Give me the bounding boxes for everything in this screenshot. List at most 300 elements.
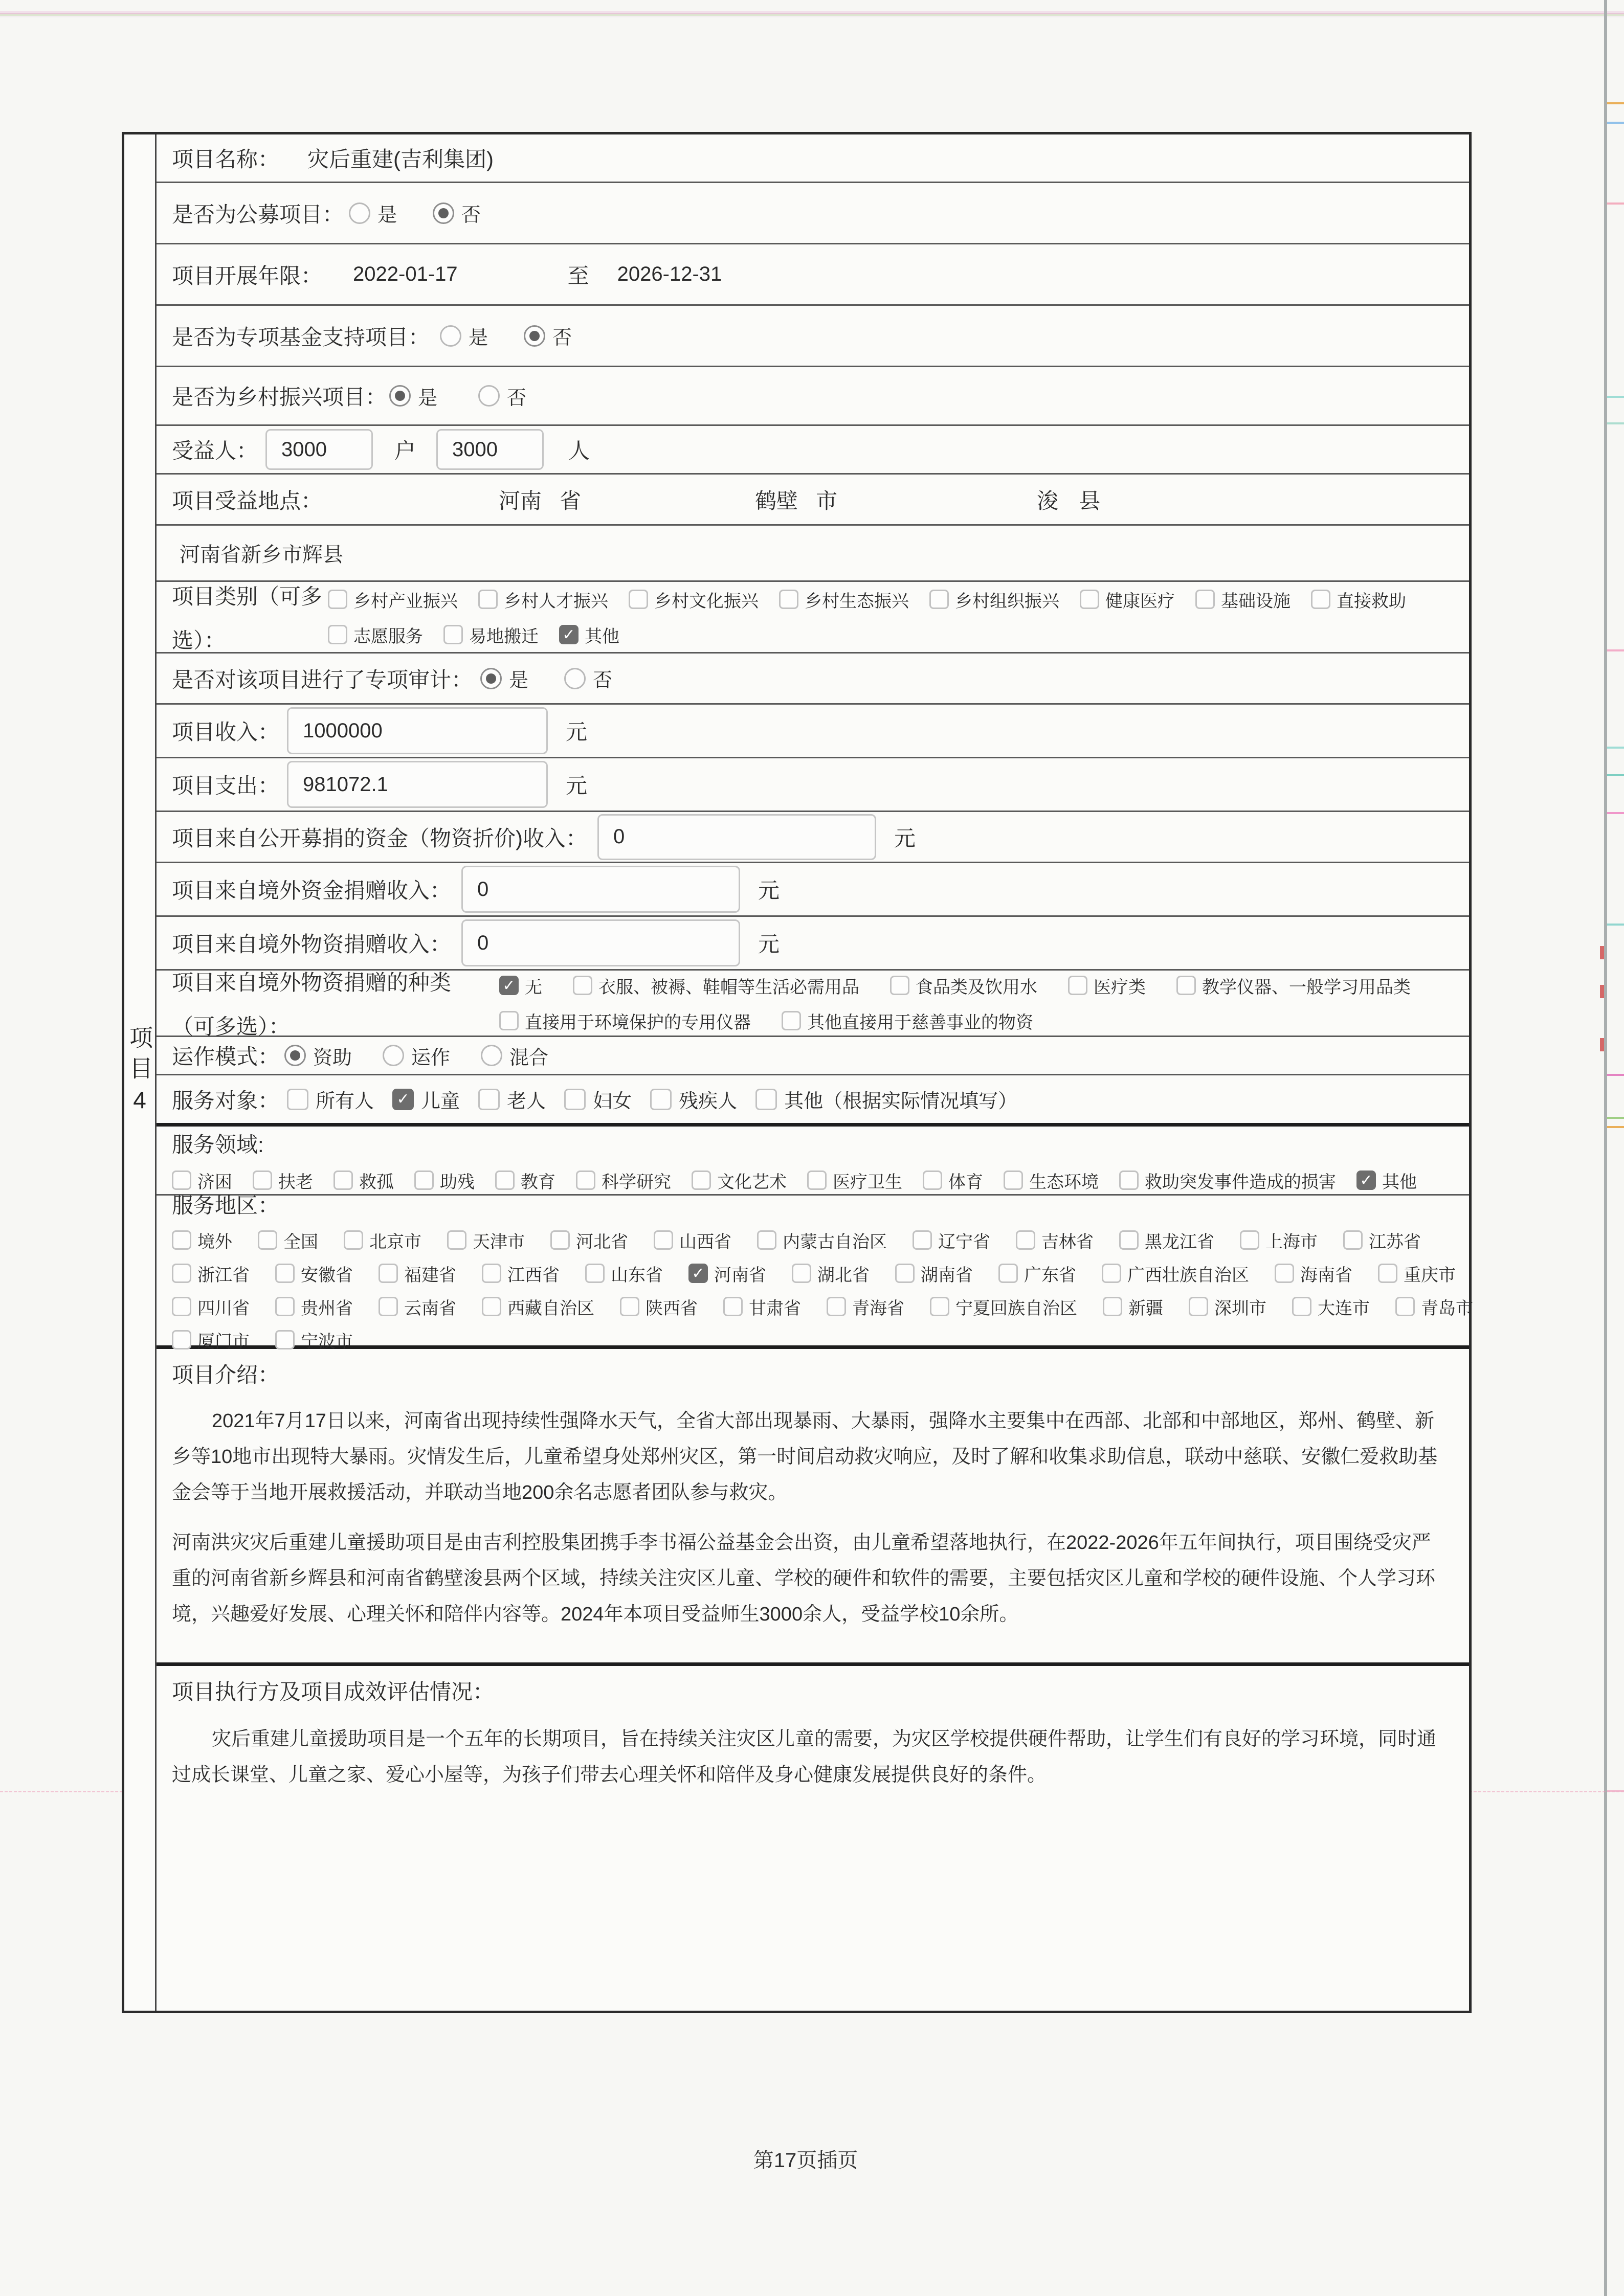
option-label: 山西省 bbox=[679, 1232, 731, 1252]
checkbox-option-宁夏回族自治区[interactable] bbox=[930, 1294, 1077, 1319]
option-label: 是 bbox=[469, 327, 488, 349]
overseas-fund-income-input[interactable]: 0 bbox=[461, 866, 740, 913]
row-evaluation bbox=[157, 1666, 1469, 2011]
audit-label: 是否对该项目进行了专项审计： bbox=[172, 667, 473, 692]
checkbox-unchecked-icon[interactable] bbox=[1378, 1264, 1397, 1283]
checkbox-unchecked-icon[interactable] bbox=[629, 590, 648, 609]
checkbox-checked-icon[interactable]: ✓ bbox=[499, 976, 519, 995]
checkbox-option-教学仪器、一般学习用品类[interactable] bbox=[1176, 973, 1411, 998]
checkbox-option-青海省[interactable] bbox=[827, 1294, 904, 1319]
checkbox-option-新疆[interactable] bbox=[1103, 1294, 1163, 1319]
option-label: 河南省 bbox=[714, 1265, 766, 1285]
checkbox-option-残疾人[interactable] bbox=[650, 1085, 737, 1113]
option-label: 否 bbox=[507, 387, 527, 409]
option-label: 否 bbox=[461, 205, 481, 226]
checkbox-unchecked-icon[interactable] bbox=[172, 1330, 191, 1349]
checkbox-unchecked-icon[interactable] bbox=[1004, 1170, 1023, 1190]
checkbox-unchecked-icon[interactable] bbox=[328, 590, 347, 609]
audit-options bbox=[480, 664, 612, 692]
checkbox-unchecked-icon[interactable] bbox=[258, 1230, 277, 1250]
checkbox-option-健康医疗[interactable] bbox=[1080, 587, 1175, 612]
checkbox-option-妇女[interactable] bbox=[564, 1085, 632, 1113]
checkbox-unchecked-icon[interactable] bbox=[929, 590, 949, 609]
checkbox-unchecked-icon[interactable] bbox=[550, 1230, 570, 1250]
scan-artifact-tick bbox=[1607, 1074, 1624, 1076]
checkbox-unchecked-icon[interactable] bbox=[1275, 1264, 1294, 1283]
option-label: 重庆市 bbox=[1404, 1265, 1456, 1285]
checkbox-option-基础设施[interactable] bbox=[1195, 587, 1291, 612]
checkbox-option-医疗类[interactable] bbox=[1068, 973, 1146, 998]
option-label: 直接救助 bbox=[1337, 591, 1406, 611]
option-label: 云南省 bbox=[404, 1298, 456, 1318]
beneficiaries-label: 受益人： bbox=[172, 439, 258, 463]
row-overseas-material-income bbox=[157, 917, 1469, 971]
checkbox-unchecked-icon[interactable] bbox=[447, 1230, 466, 1250]
radio-option-否[interactable] bbox=[478, 382, 526, 410]
checkbox-option-内蒙古自治区[interactable] bbox=[757, 1228, 887, 1253]
row-rural-revitalization bbox=[157, 367, 1469, 426]
checkbox-unchecked-icon[interactable] bbox=[482, 1264, 501, 1283]
scan-artifact-tick bbox=[1607, 649, 1624, 651]
checkbox-unchecked-icon[interactable] bbox=[287, 1089, 308, 1110]
checkbox-option-其他（根据实际情况填写）[interactable] bbox=[755, 1085, 1017, 1113]
checkbox-option-境外[interactable] bbox=[172, 1228, 232, 1253]
radio-option-混合[interactable] bbox=[481, 1042, 548, 1070]
checkbox-unchecked-icon[interactable] bbox=[1343, 1230, 1363, 1250]
checkbox-unchecked-icon[interactable] bbox=[807, 1170, 827, 1190]
overseas-material-income-unit: 元 bbox=[758, 932, 780, 956]
material-type-options bbox=[499, 973, 1411, 1033]
checkbox-option-贵州省[interactable] bbox=[275, 1294, 353, 1319]
checkbox-option-辽宁省[interactable] bbox=[913, 1228, 990, 1253]
duration-label: 项目开展年限： bbox=[172, 263, 323, 288]
option-label: 湖北省 bbox=[817, 1265, 870, 1285]
checkbox-option-食品类及饮用水[interactable] bbox=[890, 973, 1037, 998]
scan-artifact-tick bbox=[1607, 1126, 1624, 1128]
row-overseas-fund-income bbox=[157, 863, 1469, 917]
checkbox-unchecked-icon[interactable] bbox=[1016, 1230, 1035, 1250]
expense-label: 项目支出： bbox=[172, 774, 280, 798]
checkbox-option-助残[interactable] bbox=[414, 1168, 475, 1193]
checkbox-unchecked-icon[interactable] bbox=[379, 1297, 398, 1316]
option-label: 吉林省 bbox=[1041, 1232, 1094, 1252]
checkbox-option-湖北省[interactable] bbox=[792, 1261, 870, 1286]
option-label: 儿童 bbox=[421, 1091, 460, 1112]
radio-checked-icon[interactable] bbox=[389, 385, 411, 407]
checkbox-unchecked-icon[interactable] bbox=[779, 590, 798, 609]
checkbox-unchecked-icon[interactable] bbox=[328, 625, 347, 644]
checkbox-unchecked-icon[interactable] bbox=[414, 1170, 434, 1190]
overseas-material-type-label bbox=[172, 966, 499, 1041]
location-city: 鹤壁 bbox=[755, 488, 798, 513]
checkbox-option-医疗卫生[interactable] bbox=[807, 1168, 902, 1193]
option-label: 济困 bbox=[197, 1172, 232, 1192]
row-duration bbox=[157, 244, 1469, 306]
radio-unchecked-icon[interactable] bbox=[440, 325, 461, 347]
option-label: 衣服、被褥、鞋帽等生活必需用品 bbox=[598, 977, 859, 997]
service-area-row3 bbox=[172, 1294, 1473, 1319]
option-label: 甘肃省 bbox=[749, 1298, 801, 1318]
scan-artifact-top-band bbox=[0, 11, 1624, 17]
checkbox-unchecked-icon[interactable] bbox=[792, 1264, 811, 1283]
checkbox-unchecked-icon[interactable] bbox=[573, 976, 592, 995]
duration-start-date[interactable]: 2022-01-17 bbox=[353, 263, 458, 285]
radio-unchecked-icon[interactable] bbox=[383, 1045, 404, 1066]
option-label: 文化艺术 bbox=[717, 1172, 787, 1192]
project-income-input[interactable]: 1000000 bbox=[287, 707, 548, 754]
checkbox-option-湖南省[interactable] bbox=[895, 1261, 973, 1286]
evaluation-label: 项目执行方及项目成效评估情况： bbox=[172, 1680, 495, 1704]
scan-artifact-right-edge bbox=[1604, 0, 1607, 2296]
project-expense-input[interactable]: 981072.1 bbox=[287, 761, 548, 808]
checkbox-option-教育[interactable] bbox=[495, 1168, 555, 1193]
duration-end-date[interactable]: 2026-12-31 bbox=[617, 263, 722, 285]
row-service-field bbox=[157, 1127, 1469, 1196]
checkbox-option-安徽省[interactable] bbox=[275, 1261, 353, 1286]
checkbox-option-乡村人才振兴[interactable] bbox=[478, 587, 608, 612]
radio-unchecked-icon[interactable] bbox=[478, 385, 500, 407]
checkbox-unchecked-icon[interactable] bbox=[890, 976, 909, 995]
option-label: 乡村组织振兴 bbox=[955, 591, 1059, 611]
checkbox-unchecked-icon[interactable] bbox=[723, 1297, 743, 1316]
checkbox-option-重庆市[interactable] bbox=[1378, 1261, 1456, 1286]
option-label: 扶老 bbox=[278, 1172, 313, 1192]
row-benefit-location bbox=[157, 475, 1469, 526]
row-public-donation-income bbox=[157, 812, 1469, 863]
checkbox-unchecked-icon[interactable] bbox=[576, 1170, 595, 1190]
checkbox-unchecked-icon[interactable] bbox=[1311, 590, 1330, 609]
category-options bbox=[328, 587, 1406, 647]
option-label: 广东省 bbox=[1024, 1265, 1076, 1285]
checkbox-option-儿童[interactable] bbox=[392, 1085, 460, 1113]
row-public-fundraising bbox=[157, 183, 1469, 244]
option-label: 境外 bbox=[197, 1232, 232, 1252]
option-label: 助残 bbox=[440, 1172, 475, 1192]
income-label: 项目收入： bbox=[172, 720, 280, 744]
scan-artifact-tick bbox=[1607, 122, 1624, 124]
option-label: 浙江省 bbox=[197, 1265, 250, 1285]
option-label: 救助突发事件造成的损害 bbox=[1145, 1172, 1336, 1192]
option-label: 上海市 bbox=[1265, 1232, 1318, 1252]
option-label: 全国 bbox=[283, 1232, 318, 1252]
option-label: 否 bbox=[552, 327, 572, 349]
beneficiary-households-input[interactable]: 3000 bbox=[265, 429, 373, 470]
checkbox-unchecked-icon[interactable] bbox=[1176, 976, 1196, 995]
service-field-options bbox=[172, 1168, 1417, 1193]
people-unit: 人 bbox=[568, 439, 590, 463]
option-label: 妇女 bbox=[593, 1091, 632, 1112]
checkbox-checked-icon[interactable]: ✓ bbox=[1356, 1170, 1376, 1190]
checkbox-checked-icon[interactable]: ✓ bbox=[392, 1089, 414, 1110]
row-project-category bbox=[157, 582, 1469, 654]
checkbox-unchecked-icon[interactable] bbox=[478, 590, 498, 609]
checkbox-unchecked-icon[interactable] bbox=[827, 1297, 846, 1316]
project-index-label: 项目4 bbox=[126, 1025, 153, 1120]
checkbox-option-乡村组织振兴[interactable] bbox=[929, 587, 1059, 612]
expense-unit: 元 bbox=[566, 774, 588, 798]
option-label: 医疗卫生 bbox=[833, 1172, 902, 1192]
option-label: 乡村文化振兴 bbox=[654, 591, 759, 611]
checkbox-unchecked-icon[interactable] bbox=[275, 1330, 295, 1349]
option-label: 基础设施 bbox=[1221, 591, 1291, 611]
checkbox-option-乡村文化振兴[interactable] bbox=[629, 587, 759, 612]
duration-to-label: 至 bbox=[567, 263, 589, 288]
checkbox-option-四川省[interactable] bbox=[172, 1294, 250, 1319]
checkbox-option-海南省[interactable] bbox=[1275, 1261, 1352, 1286]
checkbox-option-其他[interactable] bbox=[559, 622, 619, 647]
checkbox-unchecked-icon[interactable] bbox=[482, 1297, 501, 1316]
radio-unchecked-icon[interactable] bbox=[481, 1045, 502, 1066]
checkbox-unchecked-icon[interactable] bbox=[1292, 1297, 1311, 1316]
service-area-label: 服务地区： bbox=[172, 1193, 280, 1218]
checkbox-unchecked-icon[interactable] bbox=[333, 1170, 353, 1190]
checkbox-option-其他[interactable] bbox=[1356, 1168, 1417, 1193]
option-label: 湖南省 bbox=[921, 1265, 973, 1285]
radio-option-是[interactable] bbox=[349, 199, 397, 227]
checkbox-unchecked-icon[interactable] bbox=[585, 1264, 605, 1283]
option-label: 宁波市 bbox=[301, 1332, 353, 1352]
checkbox-unchecked-icon[interactable] bbox=[755, 1089, 777, 1110]
option-label: 科学研究 bbox=[602, 1172, 671, 1192]
form-main-column bbox=[157, 134, 1473, 2011]
checkbox-checked-icon[interactable]: ✓ bbox=[559, 625, 579, 644]
checkbox-unchecked-icon[interactable] bbox=[930, 1297, 949, 1316]
checkbox-option-志愿服务[interactable] bbox=[328, 622, 423, 647]
option-label: 辽宁省 bbox=[938, 1232, 990, 1252]
scan-artifact-tick bbox=[1607, 202, 1624, 205]
checkbox-unchecked-icon[interactable] bbox=[923, 1170, 942, 1190]
checkbox-unchecked-icon[interactable] bbox=[1395, 1297, 1415, 1316]
project-report-table bbox=[122, 132, 1472, 2013]
checkbox-option-其他直接用于慈善事业的物资[interactable] bbox=[782, 1008, 1033, 1033]
checkbox-unchecked-icon[interactable] bbox=[1080, 590, 1099, 609]
radio-option-否[interactable] bbox=[524, 322, 572, 350]
checkbox-option-体育[interactable] bbox=[923, 1168, 983, 1193]
option-label: 黑龙江省 bbox=[1145, 1232, 1214, 1252]
scan-artifact-tick bbox=[1607, 396, 1624, 398]
option-label: 江西省 bbox=[507, 1265, 560, 1285]
special-fund-label: 是否为专项基金支持项目： bbox=[172, 325, 430, 349]
radio-option-资助[interactable] bbox=[284, 1042, 352, 1070]
option-label: 天津市 bbox=[473, 1232, 525, 1252]
checkbox-option-直接救助[interactable] bbox=[1311, 587, 1406, 612]
checkbox-unchecked-icon[interactable] bbox=[895, 1264, 915, 1283]
checkbox-checked-icon[interactable]: ✓ bbox=[688, 1264, 708, 1283]
rural-revitalization-label: 是否为乡村振兴项目： bbox=[172, 385, 387, 409]
checkbox-option-甘肃省[interactable] bbox=[723, 1294, 801, 1319]
page-footer: 第17页插页 bbox=[753, 2149, 858, 2172]
checkbox-option-所有人[interactable] bbox=[287, 1085, 374, 1113]
checkbox-option-大连市[interactable] bbox=[1292, 1294, 1370, 1319]
option-label: 福建省 bbox=[404, 1265, 456, 1285]
public-fundraising-label: 是否为公募项目： bbox=[172, 202, 344, 227]
checkbox-unchecked-icon[interactable] bbox=[172, 1264, 191, 1283]
special-fund-options bbox=[440, 322, 572, 350]
checkbox-unchecked-icon[interactable] bbox=[654, 1230, 673, 1250]
public-donation-income-label: 项目来自公开募捐的资金（物资折价)收入： bbox=[172, 826, 587, 850]
checkbox-option-广东省[interactable] bbox=[998, 1261, 1076, 1286]
location-province-suffix: 省 bbox=[560, 488, 582, 513]
radio-option-运作[interactable] bbox=[383, 1042, 450, 1070]
checkbox-option-天津市[interactable] bbox=[447, 1228, 525, 1253]
radio-checked-icon[interactable] bbox=[284, 1045, 306, 1066]
evaluation-paragraph-1: 灾后重建儿童援助项目是一个五年的长期项目，旨在持续关注灾区儿童的需要，为灾区学校提供硬件帮助，让学生们有良好的学习环境，同时通过成长课堂、儿童之家、爱心小屋等，为孩子们带去心理关怀和陪伴及身心健康发展提供良好的条件。 bbox=[172, 1728, 1437, 1786]
checkbox-unchecked-icon[interactable] bbox=[499, 1011, 519, 1030]
checkbox-unchecked-icon[interactable] bbox=[495, 1170, 515, 1190]
option-label: 新疆 bbox=[1128, 1298, 1163, 1318]
checkbox-option-吉林省[interactable] bbox=[1016, 1228, 1094, 1253]
checkbox-unchecked-icon[interactable] bbox=[379, 1264, 398, 1283]
option-label: 救孤 bbox=[359, 1172, 394, 1192]
checkbox-option-科学研究[interactable] bbox=[576, 1168, 671, 1193]
benefit-location-label: 项目受益地点： bbox=[172, 488, 323, 513]
category-options-row1 bbox=[328, 587, 1406, 612]
radio-option-是[interactable] bbox=[389, 382, 437, 410]
checkbox-option-青岛市[interactable] bbox=[1395, 1294, 1473, 1319]
option-label: 四川省 bbox=[197, 1298, 250, 1318]
option-label: 其他直接用于慈善事业的物资 bbox=[807, 1012, 1033, 1032]
category-options-row2 bbox=[328, 622, 1406, 647]
checkbox-option-深圳市[interactable] bbox=[1189, 1294, 1266, 1319]
checkbox-unchecked-icon[interactable] bbox=[253, 1170, 272, 1190]
checkbox-unchecked-icon[interactable] bbox=[1103, 1297, 1122, 1316]
checkbox-unchecked-icon[interactable] bbox=[172, 1170, 191, 1190]
checkbox-unchecked-icon[interactable] bbox=[1189, 1297, 1208, 1316]
row-address-detail bbox=[157, 526, 1469, 582]
option-label: 西藏自治区 bbox=[507, 1298, 594, 1318]
checkbox-option-文化艺术[interactable] bbox=[692, 1168, 787, 1193]
checkbox-option-衣服、被褥、鞋帽等生活必需用品[interactable] bbox=[573, 973, 859, 998]
row-income bbox=[157, 705, 1469, 758]
option-label: 志愿服务 bbox=[353, 626, 423, 646]
checkbox-option-陕西省[interactable] bbox=[620, 1294, 698, 1319]
option-label: 所有人 bbox=[316, 1091, 374, 1112]
checkbox-unchecked-icon[interactable] bbox=[1195, 590, 1215, 609]
checkbox-option-江西省[interactable] bbox=[482, 1261, 560, 1286]
row-service-target bbox=[157, 1075, 1469, 1127]
radio-checked-icon[interactable] bbox=[524, 325, 545, 347]
checkbox-option-山东省[interactable] bbox=[585, 1261, 663, 1286]
option-label: 乡村产业振兴 bbox=[353, 591, 458, 611]
checkbox-unchecked-icon[interactable] bbox=[1119, 1230, 1139, 1250]
location-county: 浚 bbox=[1037, 488, 1059, 513]
checkbox-option-老人[interactable] bbox=[478, 1085, 546, 1113]
option-label: 其他 bbox=[1382, 1172, 1417, 1192]
radio-checked-icon[interactable] bbox=[433, 202, 454, 224]
households-unit: 户 bbox=[394, 439, 416, 463]
service-target-options bbox=[287, 1085, 1017, 1113]
checkbox-option-黑龙江省[interactable] bbox=[1119, 1228, 1214, 1253]
checkbox-unchecked-icon[interactable] bbox=[478, 1089, 500, 1110]
checkbox-unchecked-icon[interactable] bbox=[344, 1230, 363, 1250]
row-introduction bbox=[157, 1349, 1469, 1666]
checkbox-unchecked-icon[interactable] bbox=[172, 1230, 191, 1250]
radio-option-是[interactable] bbox=[480, 664, 528, 692]
checkbox-unchecked-icon[interactable] bbox=[1068, 976, 1087, 995]
row-audit bbox=[157, 654, 1469, 705]
checkbox-option-山西省[interactable] bbox=[654, 1228, 731, 1253]
option-label: 其他 bbox=[585, 626, 619, 646]
checkbox-option-北京市[interactable] bbox=[344, 1228, 421, 1253]
checkbox-unchecked-icon[interactable] bbox=[998, 1264, 1018, 1283]
checkbox-option-易地搬迁[interactable] bbox=[443, 622, 539, 647]
option-label: 教育 bbox=[521, 1172, 555, 1192]
checkbox-option-上海市[interactable] bbox=[1240, 1228, 1318, 1253]
checkbox-option-乡村生态振兴[interactable] bbox=[779, 587, 909, 612]
checkbox-unchecked-icon[interactable] bbox=[172, 1297, 191, 1316]
checkbox-option-直接用于环境保护的专用仪器[interactable] bbox=[499, 1008, 751, 1033]
radio-option-否[interactable] bbox=[564, 664, 612, 692]
checkbox-option-救孤[interactable] bbox=[333, 1168, 394, 1193]
checkbox-option-浙江省[interactable] bbox=[172, 1261, 250, 1286]
option-label: 是 bbox=[418, 387, 438, 409]
checkbox-option-西藏自治区[interactable] bbox=[482, 1294, 594, 1319]
option-label: 健康医疗 bbox=[1105, 591, 1175, 611]
checkbox-unchecked-icon[interactable] bbox=[620, 1297, 639, 1316]
checkbox-unchecked-icon[interactable] bbox=[275, 1297, 295, 1316]
option-label: 老人 bbox=[507, 1091, 546, 1112]
option-label: 残疾人 bbox=[679, 1091, 738, 1112]
location-county-suffix: 县 bbox=[1079, 488, 1101, 513]
option-label: 运作 bbox=[411, 1047, 451, 1069]
radio-unchecked-icon[interactable] bbox=[564, 668, 586, 689]
checkbox-unchecked-icon[interactable] bbox=[275, 1264, 295, 1283]
checkbox-option-全国[interactable] bbox=[258, 1228, 318, 1253]
checkbox-unchecked-icon[interactable] bbox=[1102, 1264, 1121, 1283]
checkbox-option-江苏省[interactable] bbox=[1343, 1228, 1421, 1253]
checkbox-option-救助突发事件造成的损害[interactable] bbox=[1119, 1168, 1336, 1193]
checkbox-option-乡村产业振兴[interactable] bbox=[328, 587, 458, 612]
checkbox-unchecked-icon[interactable] bbox=[650, 1089, 672, 1110]
address-detail-value: 河南省新乡市辉县 bbox=[180, 544, 343, 566]
scan-artifact-red-mark bbox=[1600, 985, 1604, 998]
checkbox-option-福建省[interactable] bbox=[379, 1261, 456, 1286]
checkbox-option-云南省[interactable] bbox=[379, 1294, 456, 1319]
radio-checked-icon[interactable] bbox=[480, 668, 502, 689]
checkbox-option-生态环境[interactable] bbox=[1004, 1168, 1099, 1193]
checkbox-unchecked-icon[interactable] bbox=[564, 1089, 586, 1110]
checkbox-unchecked-icon[interactable] bbox=[1240, 1230, 1259, 1250]
introduction-paragraph-2: 河南洪灾灾后重建儿童援助项目是由吉利控股集团携手李书福公益基金会出资，由儿童希望落地执行，在2022-2026年五年间执行，项目围绕受灾严重的河南省新乡辉县和河南省鹤壁浚县两个区域，持续关注灾区儿童、学校的硬件和软件的需要，主要包括灾区儿童和学校的硬件设施、个人学习环境，兴趣爱好发展、心理关怀和陪伴内容等。2024年本项目受益师生3000余人，受益学校10余所。 bbox=[172, 1532, 1436, 1625]
overseas-material-income-input[interactable]: 0 bbox=[461, 919, 740, 966]
checkbox-unchecked-icon[interactable] bbox=[913, 1230, 932, 1250]
checkbox-unchecked-icon[interactable] bbox=[443, 625, 463, 644]
checkbox-option-河北省[interactable] bbox=[550, 1228, 628, 1253]
checkbox-unchecked-icon[interactable] bbox=[782, 1011, 801, 1030]
public-donation-income-unit: 元 bbox=[894, 826, 916, 850]
radio-option-是[interactable] bbox=[440, 322, 488, 350]
scan-artifact-tick bbox=[1607, 422, 1624, 424]
checkbox-option-无[interactable] bbox=[499, 973, 542, 998]
radio-unchecked-icon[interactable] bbox=[349, 202, 370, 224]
scan-artifact-tick bbox=[1607, 924, 1624, 926]
checkbox-option-河南省[interactable] bbox=[688, 1261, 766, 1286]
beneficiary-people-input[interactable]: 3000 bbox=[436, 429, 544, 470]
checkbox-option-广西壮族自治区[interactable] bbox=[1102, 1261, 1249, 1286]
row-project-name bbox=[157, 134, 1469, 183]
option-label: 青海省 bbox=[852, 1298, 904, 1318]
material-type-options-row2 bbox=[499, 1008, 1411, 1033]
checkbox-unchecked-icon[interactable] bbox=[1119, 1170, 1139, 1190]
category-label-line2: 选）： bbox=[172, 628, 226, 652]
overseas-fund-income-label: 项目来自境外资金捐赠收入： bbox=[172, 879, 452, 903]
project-category-label bbox=[172, 580, 328, 655]
checkbox-unchecked-icon[interactable] bbox=[757, 1230, 776, 1250]
overseas-fund-income-unit: 元 bbox=[758, 879, 780, 903]
checkbox-unchecked-icon[interactable] bbox=[692, 1170, 711, 1190]
radio-option-否[interactable] bbox=[433, 199, 481, 227]
public-donation-income-input[interactable]: 0 bbox=[597, 814, 876, 860]
